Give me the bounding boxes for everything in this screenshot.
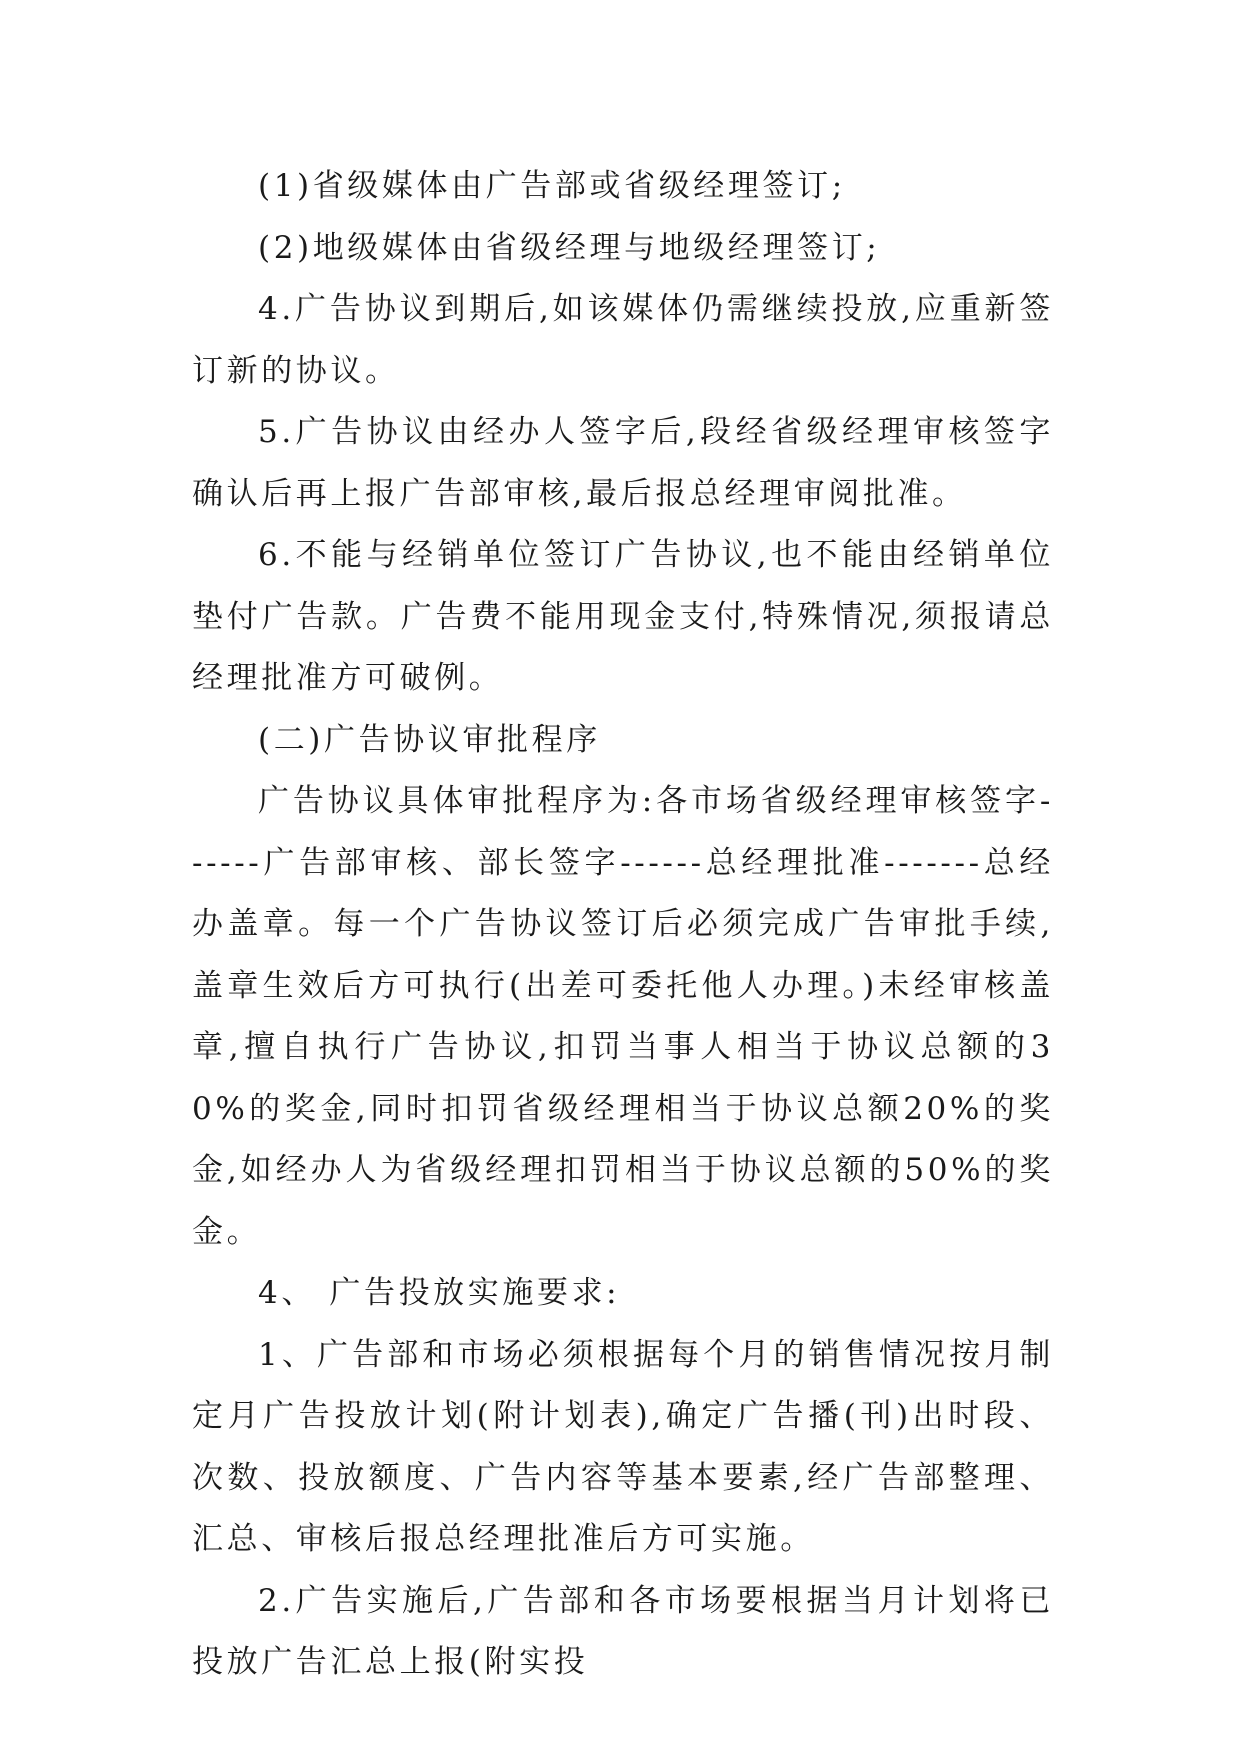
paragraph-payment-rules: 6.不能与经销单位签订广告协议,也不能由经销单位垫付广告款。广告费不能用现金支付,特殊情况,须报请总经理批准方可破例。 xyxy=(192,537,1054,696)
paragraph-prefecture-media: (2)地级媒体由省级经理与地级经理签订; xyxy=(258,229,881,266)
paragraph-agreement-signing: 5.广告协议由经办人签字后,段经省级经理审核签字确认后再上报广告部审核,最后报总经理审阅批准。 xyxy=(192,414,1054,512)
document-body xyxy=(192,156,1054,1694)
paragraph-monthly-plan: 1、广告部和市场必须根据每个月的销售情况按月制定月广告投放计划(附计划表),确定广告播(刊)出时段、次数、投放额度、广告内容等基本要素,经广告部整理、汇总、审核后报总经理批准后方可实施。 xyxy=(192,1336,1054,1557)
section-heading-approval-procedure: (二)广告协议审批程序 xyxy=(258,721,601,758)
paragraph-reporting: 2.广告实施后,广告部和各市场要根据当月计划将已投放广告汇总上报(附实投 xyxy=(192,1582,1054,1680)
section-heading-implementation-requirements: 4、 广告投放实施要求: xyxy=(258,1275,621,1311)
paragraph-approval-procedure: 广告协议具体审批程序为:各市场省级经理审核签字------广告部审核、部长签字------总经理批准-------总经办盖章。每一个广告协议签订后必须完成广告审批手续,盖章生效后方可执行(出差可委托他人办理。)未经审核盖章,擅自执行广告协议,扣罚当事人相当于协议总额的30%的奖金,同时扣罚省级经理相当于协议总额20%的奖金,如经办人为省级经理扣罚相当于协议总额的50%的奖金。 xyxy=(192,783,1054,1250)
paragraph-provincial-media: (1)省级媒体由广告部或省级经理签订; xyxy=(258,168,846,204)
paragraph-agreement-expiry: 4.广告协议到期后,如该媒体仍需继续投放,应重新签订新的协议。 xyxy=(192,291,1054,389)
